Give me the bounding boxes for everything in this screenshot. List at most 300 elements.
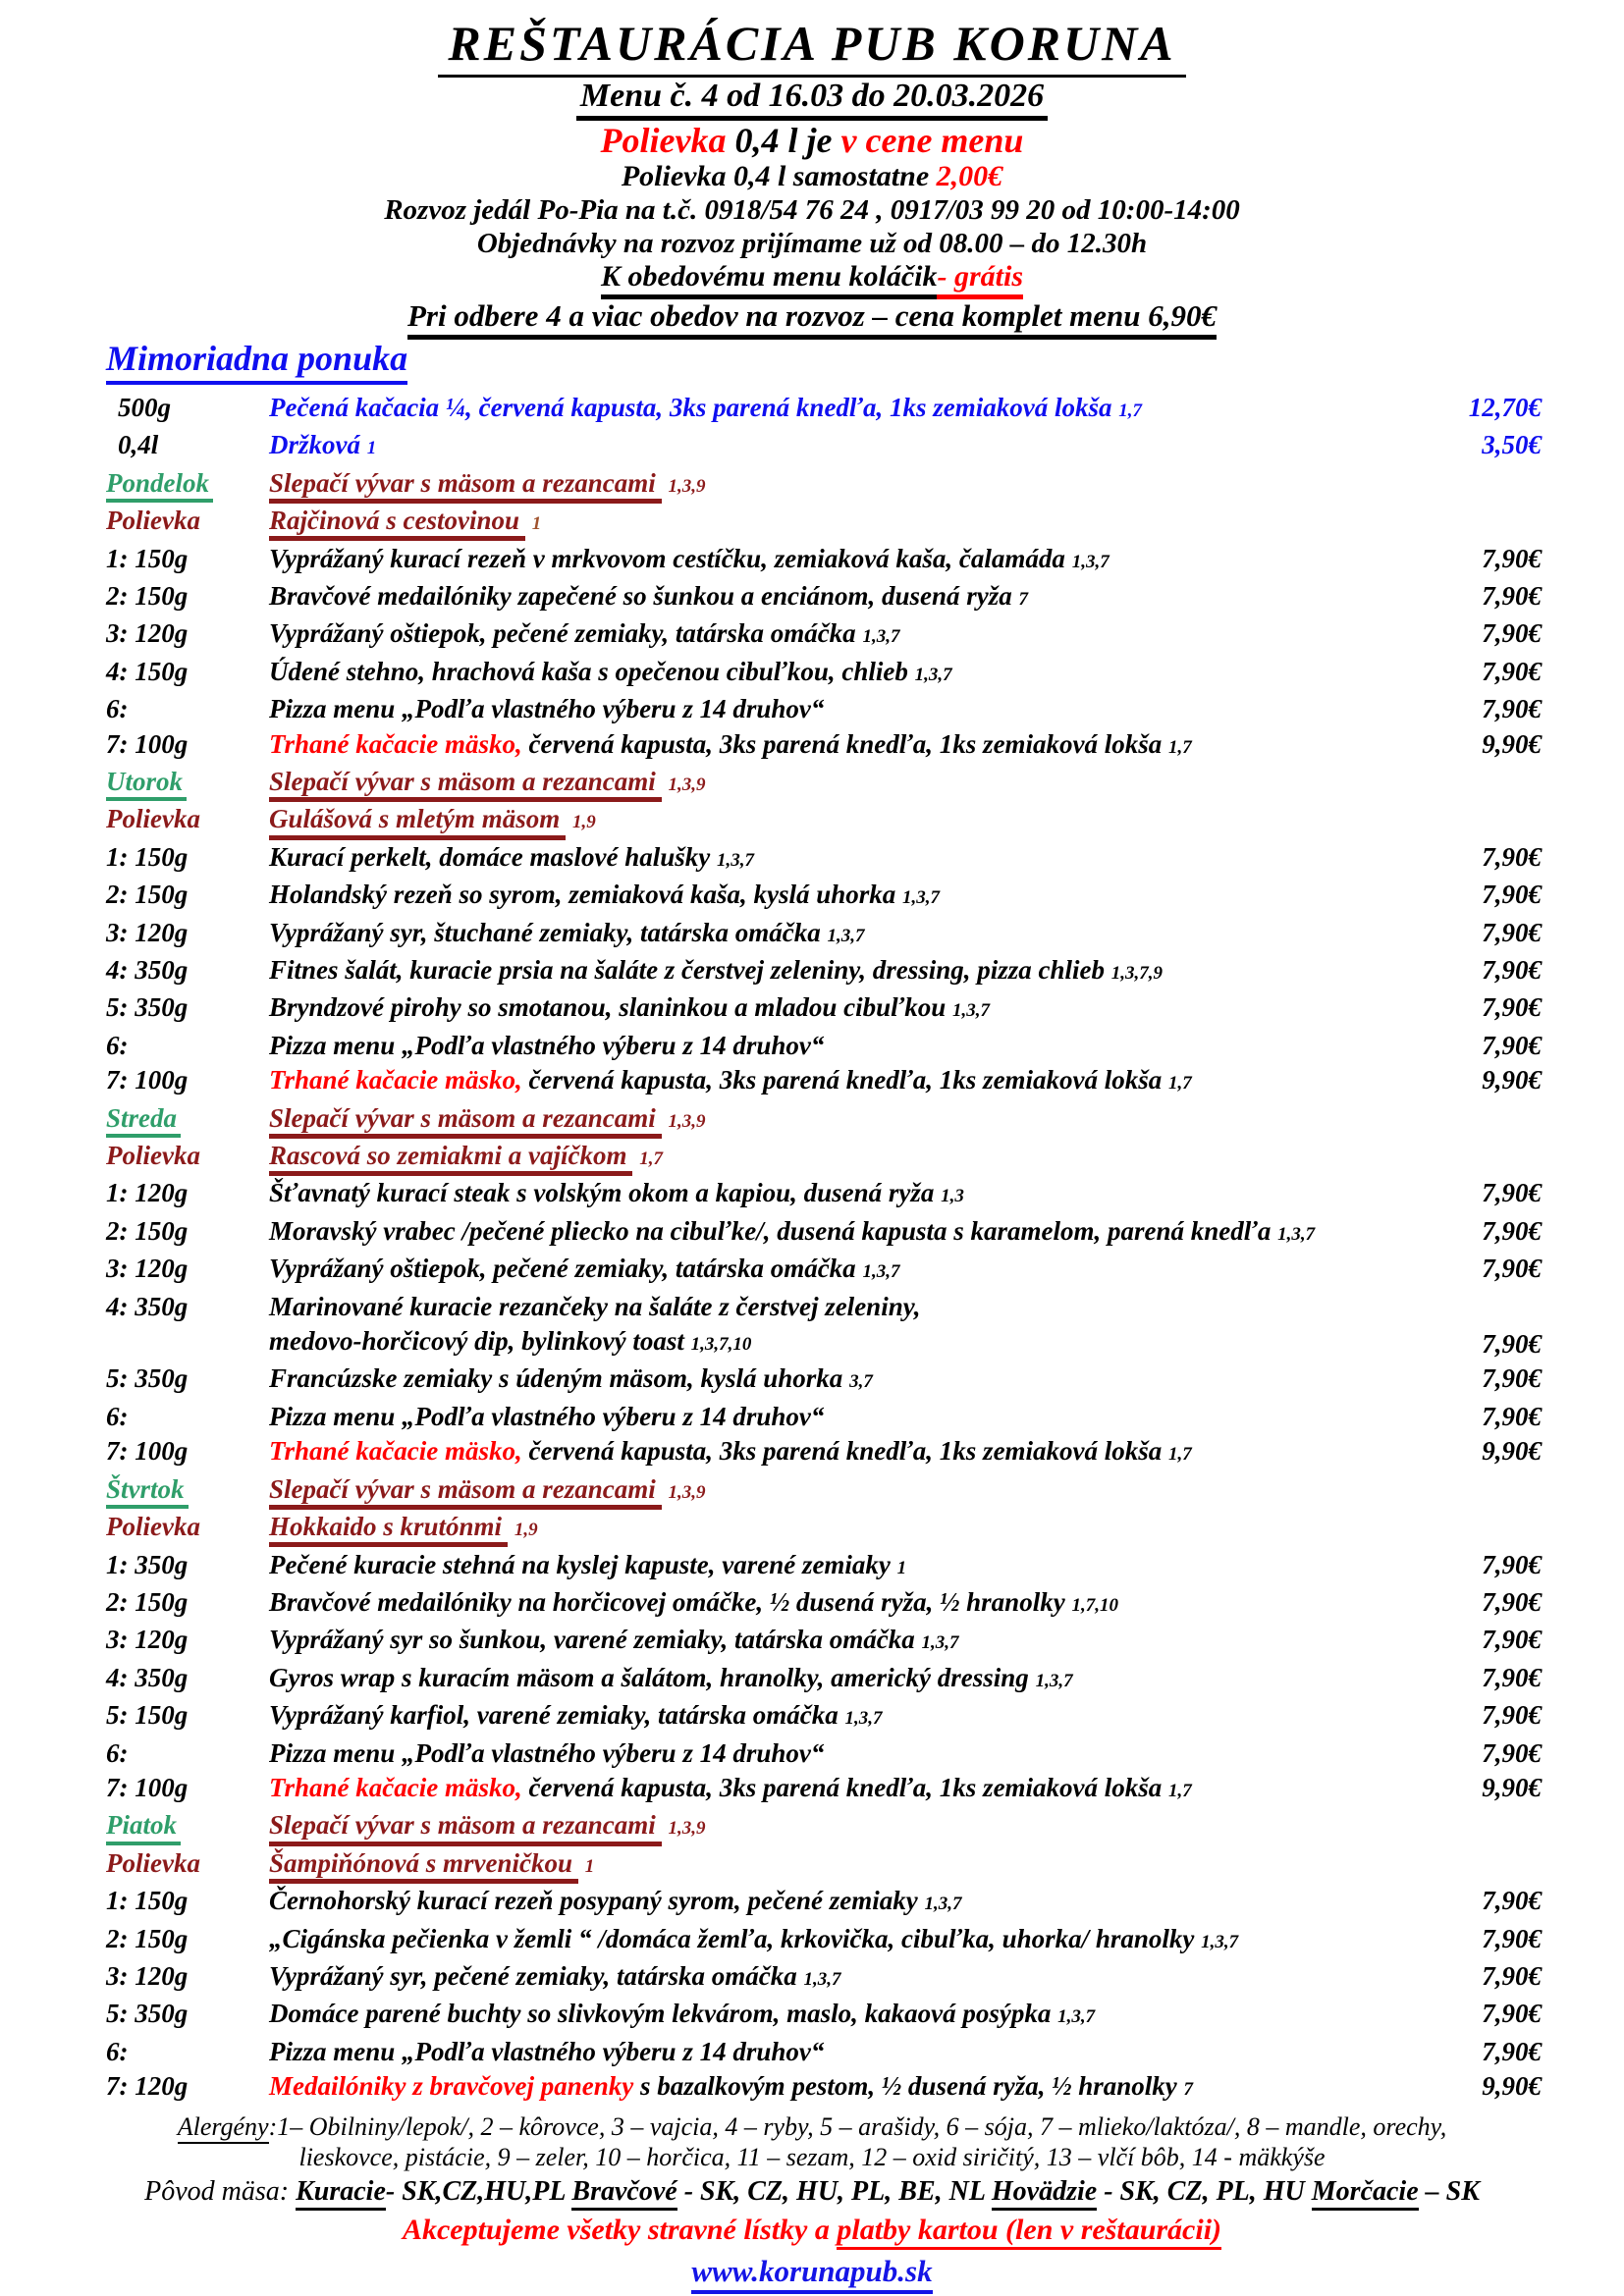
soup-row-label: Polievka (106, 804, 200, 834)
menu-subtitle: Menu č. 4 od 16.03 do 20.03.2026 (576, 78, 1048, 121)
day-section (106, 1472, 1542, 1809)
item-desc (269, 1290, 1418, 1362)
item-allergens: 1,3,7 (716, 849, 754, 871)
special-row (106, 391, 1542, 428)
menu-item-row (106, 953, 1542, 990)
item-desc-line1 (269, 616, 1418, 654)
item-desc (269, 1997, 1418, 2034)
item-price: 9,90€ (1482, 1772, 1542, 1802)
soup-name: Hokkaido s krutónmi (269, 1513, 508, 1547)
item-text: Vyprážaný oštiepok, pečené zemiaky, tatárska omáčka (269, 618, 863, 649)
soup-row-label: Polievka (106, 506, 200, 536)
day-name: Utorok (106, 768, 187, 801)
soup-of-day (269, 1139, 1418, 1176)
item-allergens: 1,3,7 (902, 887, 941, 909)
soup-name: Rajčinová s cestovinou (269, 507, 525, 541)
item-size: 6: (106, 1030, 129, 1060)
item-size: 2: 150g (106, 1215, 189, 1246)
meat-origin-countries: - SK,CZ,HU,PL (385, 2175, 572, 2207)
item-price: 7,90€ (1482, 917, 1542, 947)
item-desc-line1 (269, 1176, 1418, 1213)
item-allergens: 1,3,7 (921, 1632, 959, 1654)
soup-row (106, 1846, 1542, 1884)
soup-alone-price: 2,00€ (936, 160, 1003, 193)
menu-item-row (106, 579, 1542, 616)
menu-footer (39, 2111, 1585, 2291)
item-allergens: 1,3,7 (844, 1708, 883, 1730)
item-allergens: 1,3,7 (951, 1000, 990, 1022)
item-text: Holandský rezeň so syrom, zemiaková kaša, kyslá uhorka (269, 880, 903, 910)
website-link[interactable]: www.korunapub.sk (691, 2254, 932, 2294)
item-desc-line1 (269, 840, 1418, 878)
item-desc (269, 1063, 1418, 1100)
day-section (106, 765, 1542, 1101)
item-price: 9,90€ (1482, 2071, 1542, 2102)
orders-line: Objednávky na rozvoz prijímame už od 08.00 – do 12.30h (476, 228, 1148, 260)
item-desc (269, 878, 1418, 915)
soup-of-day (269, 504, 1418, 541)
item-desc (269, 1434, 1418, 1471)
item-text: Pizza menu „Podľa vlastného výberu z 14 druhov“ (269, 1737, 825, 1768)
meat-origin-name: Hovädzie (992, 2176, 1097, 2211)
item-desc-line1 (269, 1585, 1418, 1623)
item-desc-line1 (269, 2069, 1418, 2107)
menu-item-row (106, 1884, 1542, 1921)
item-desc-line2 (269, 1324, 1418, 1362)
menu-body (106, 391, 1542, 2108)
item-size: 1: 150g (106, 543, 189, 573)
item-desc (269, 1029, 1418, 1063)
item-desc (269, 1252, 1418, 1289)
soup-name: Slepačí vývar s mäsom a rezancami (269, 1104, 662, 1139)
day-section (106, 1808, 1542, 2107)
item-text: Vyprážaný syr, štuchané zemiaky, tatárska omáčka (269, 917, 828, 947)
item-desc (269, 428, 1418, 465)
item-size: 2: 150g (106, 1586, 189, 1617)
item-size: 7: 100g (106, 1436, 189, 1467)
item-allergens: 1,7 (1168, 1780, 1192, 1801)
item-allergens: 1,7 (639, 1148, 663, 1170)
item-size: 4: 350g (106, 955, 189, 986)
item-text: Bravčové medailóniky zapečené so šunkou a enciánom, dusená ryža (269, 580, 1019, 611)
item-desc-line1 (269, 1214, 1418, 1252)
item-desc (269, 692, 1418, 726)
soup-name: Slepačí vývar s mäsom a rezancami (269, 1811, 662, 1845)
item-desc (269, 391, 1418, 428)
menu-item-row (106, 1548, 1542, 1585)
item-price: 7,90€ (1482, 656, 1542, 686)
item-allergens: 1,3,7 (1277, 1223, 1316, 1245)
item-allergens: 1,3,7 (1071, 551, 1110, 572)
item-allergens: 1,3 (941, 1186, 964, 1207)
soup-name: Slepačí vývar s mäsom a rezancami (269, 1475, 662, 1510)
item-price: 7,90€ (1482, 2036, 1542, 2066)
item-size: 2: 150g (106, 1923, 189, 1953)
item-text: Pečená kačacia ¼, červená kapusta, 3ks parená knedľa, 1ks zemiaková lokša (269, 392, 1119, 422)
item-desc-line1 (269, 1290, 1418, 1324)
item-desc-line1 (269, 953, 1418, 990)
item-desc (269, 727, 1418, 765)
item-price: 7,90€ (1482, 880, 1542, 910)
menu-item-row (106, 1252, 1542, 1289)
item-desc-line1 (269, 1252, 1418, 1289)
item-size: 5: 150g (106, 1700, 189, 1731)
item-allergens: 7 (1018, 588, 1028, 610)
soup-of-day (269, 765, 1418, 802)
day-section (106, 1101, 1542, 1472)
item-allergens: 7 (1183, 2079, 1193, 2101)
item-desc-line1 (269, 1922, 1418, 1959)
gratis-text: - grátis (937, 260, 1023, 299)
special-heading: Mimoriadna ponuka (106, 340, 1542, 385)
item-size: 0,4l (118, 430, 159, 460)
item-price: 9,90€ (1482, 1065, 1542, 1095)
item-desc-line1 (269, 1736, 1418, 1771)
day-name-cell (106, 1808, 269, 1844)
item-text: Gyros wrap s kuracím mäsom a šalátom, hranolky, americký dressing (269, 1662, 1036, 1692)
soup-row-label: Polievka (106, 1512, 200, 1542)
item-desc (269, 1214, 1418, 1252)
item-desc (269, 616, 1418, 654)
item-desc-line1 (269, 1661, 1418, 1698)
item-desc (269, 1623, 1418, 1660)
menu-item-row (106, 1623, 1542, 1660)
item-desc (269, 579, 1418, 616)
soup-price-line: Polievka 0,4 l samostatne 2,00€ (621, 160, 1003, 193)
item-desc-line1 (269, 1997, 1418, 2034)
meat-origin-name: Kuracie (296, 2176, 386, 2211)
menu-item-row (106, 1214, 1542, 1252)
menu-item-row (106, 1771, 1542, 1808)
item-text: červená kapusta, 3ks parená knedľa, 1ks zemiaková lokša (521, 1065, 1169, 1095)
item-allergens: 1,3,7 (924, 1894, 962, 1915)
menu-item-row (106, 616, 1542, 654)
item-text: červená kapusta, 3ks parená knedľa, 1ks zemiaková lokša (521, 728, 1169, 759)
item-size: 5: 350g (106, 1363, 189, 1394)
item-text: Pizza menu „Podľa vlastného výberu z 14 druhov“ (269, 1401, 825, 1431)
item-allergens: 1,7 (1168, 736, 1192, 758)
item-desc (269, 1884, 1418, 1921)
item-desc (269, 542, 1418, 579)
item-text: s bazalkovým pestom, ½ dusená ryža, ½ hranolky (633, 2071, 1184, 2102)
menu-item-row (106, 1736, 1542, 1771)
item-desc-line1 (269, 1959, 1418, 1997)
menu-item-row (106, 1434, 1542, 1471)
item-text: Bravčové medailóniky na horčicovej omáčke, ½ dusená ryža, ½ hranolky (269, 1586, 1072, 1617)
day-name: Štvrtok (106, 1475, 189, 1509)
meat-origin-countries: - SK, CZ, PL, HU (1097, 2175, 1312, 2207)
menu-item-row (106, 1661, 1542, 1698)
item-allergens: 1,3,9 (668, 475, 706, 497)
day-name: Pondelok (106, 469, 213, 503)
item-text: Pizza menu „Podľa vlastného výberu z 14 druhov“ (269, 2036, 825, 2066)
day-name: Piatok (106, 1811, 181, 1844)
soup-of-day (269, 802, 1418, 839)
menu-item-row (106, 1063, 1542, 1100)
item-text: Moravský vrabec /pečené pliecko na cibuľke/, dusená kapusta s karamelom, parená knedľa (269, 1215, 1278, 1246)
item-text: Pečené kuracie stehná na kyslej kapuste, varené zemiaky (269, 1549, 897, 1579)
item-desc (269, 1548, 1418, 1585)
menu-item-row (106, 692, 1542, 726)
item-desc (269, 1771, 1418, 1808)
item-desc-line1 (269, 2035, 1418, 2069)
item-allergens: 1,3,7 (862, 1261, 900, 1283)
item-price: 7,90€ (1482, 1999, 1542, 2029)
item-text: medovo-horčicový dip, bylinkový toast (269, 1326, 691, 1357)
item-allergens: 1 (366, 438, 377, 459)
soup-of-day (269, 1101, 1418, 1139)
item-desc (269, 2035, 1418, 2069)
item-text: Vyprážaný syr, pečené zemiaky, tatárska omáčka (269, 1960, 804, 1991)
item-text: Kurací perkelt, domáce maslové halušky (269, 841, 717, 872)
item-size: 2: 150g (106, 880, 189, 910)
item-highlight: Trhané kačacie mäsko, (269, 1436, 522, 1467)
item-text: Domáce parené buchty so slivkovým lekvárom, maslo, kakaová posýpka (269, 1999, 1058, 2029)
item-price: 7,90€ (1482, 1030, 1542, 1060)
item-price: 9,90€ (1482, 1436, 1542, 1467)
item-allergens: 1,7 (1168, 1073, 1192, 1095)
day-name-cell (106, 1101, 269, 1138)
menu-item-row (106, 1922, 1542, 1959)
item-price: 7,90€ (1482, 618, 1542, 649)
item-price: 7,90€ (1482, 1662, 1542, 1692)
delivery-line: Rozvoz jedál Po-Pia na t.č. 0918/54 76 24 , 0917/03 99 20 od 10:00-14:00 (384, 193, 1240, 226)
item-size: 6: (106, 1737, 129, 1768)
item-price: 7,90€ (1482, 841, 1542, 872)
menu-item-row (106, 2035, 1542, 2069)
soup-name: Šampiňónová s mrveničkou (269, 1849, 578, 1884)
day-header-row (106, 765, 1542, 802)
item-text: Údené stehno, hrachová kaša s opečenou cibuľkou, chlieb (269, 656, 915, 686)
item-desc (269, 1959, 1418, 1997)
item-size: 3: 120g (106, 917, 189, 947)
item-size: 5: 350g (106, 992, 189, 1023)
item-allergens: 1,3,9 (668, 1818, 706, 1840)
item-desc (269, 655, 1418, 692)
soup-name: Slepačí vývar s mäsom a rezancami (269, 768, 662, 802)
item-price: 9,90€ (1482, 728, 1542, 759)
item-size: 1: 150g (106, 841, 189, 872)
item-size: 4: 350g (106, 1662, 189, 1692)
item-text: Francúzske zemiaky s údeným mäsom, kyslá uhorka (269, 1363, 850, 1394)
item-highlight: Trhané kačacie mäsko, (269, 1065, 522, 1095)
menu-item-row (106, 1997, 1542, 2034)
day-sections (106, 466, 1542, 2108)
soup-row (106, 1139, 1542, 1176)
item-allergens: 1,3,9 (668, 1110, 706, 1132)
item-price: 7,90€ (1482, 1329, 1542, 1360)
item-desc (269, 990, 1418, 1028)
allergens-note-line1: Alergény:1– Obilniny/lepok/, 2 – kôrovce, 3 – vajcia, 4 – ryby, 5 – arašidy, 6 – sója, 7 – mlieko/laktóza/, 8 – mandle, orechy, (39, 2111, 1585, 2142)
item-price: 7,90€ (1482, 1549, 1542, 1579)
item-desc (269, 1698, 1418, 1735)
item-highlight: Trhané kačacie mäsko, (269, 728, 522, 759)
allergens-label: Alergény (178, 2112, 269, 2144)
menu-item-row (106, 1400, 1542, 1434)
item-size: 500g (118, 392, 171, 422)
menu-item-row (106, 1698, 1542, 1735)
item-allergens: 1,3,9 (668, 1481, 706, 1503)
item-desc (269, 953, 1418, 990)
item-allergens: 1,7 (1168, 1444, 1192, 1466)
item-size: 2: 150g (106, 580, 189, 611)
item-allergens: 1,3,7 (827, 925, 865, 946)
item-allergens: 1,9 (572, 812, 596, 833)
item-desc (269, 1176, 1418, 1213)
item-price: 7,90€ (1482, 1886, 1542, 1916)
item-highlight: Medailóniky z bravčovej panenky (269, 2071, 634, 2102)
item-size: 6: (106, 694, 129, 724)
day-name-cell (106, 1472, 269, 1509)
item-allergens: 1,3,7 (862, 626, 900, 648)
item-price: 7,90€ (1482, 955, 1542, 986)
item-price: 7,90€ (1482, 1215, 1542, 1246)
bulk-offer-line: Pri odbere 4 a viac obedov na rozvoz – cena komplet menu 6,90€ (82, 299, 1542, 340)
menu-header (82, 18, 1542, 340)
item-allergens: 1,7 (1118, 400, 1142, 421)
item-desc-line1 (269, 1400, 1418, 1434)
meat-origin-countries: – SK (1418, 2175, 1480, 2207)
item-allergens: 1,7,10 (1071, 1594, 1118, 1616)
item-size: 7: 100g (106, 1065, 189, 1095)
soup-name: Rascová so zemiakmi a vajíčkom (269, 1142, 632, 1176)
item-desc-line1 (269, 878, 1418, 915)
item-size: 3: 120g (106, 618, 189, 649)
item-highlight: Trhané kačacie mäsko, (269, 1772, 522, 1802)
item-desc (269, 2069, 1418, 2107)
item-allergens: 1 (531, 513, 542, 535)
soup-of-day (269, 1846, 1418, 1884)
item-desc-line1 (269, 1623, 1418, 1660)
item-desc (269, 1922, 1418, 1959)
day-header-row (106, 1808, 1542, 1845)
item-desc-line1 (269, 692, 1418, 726)
menu-item-row (106, 990, 1542, 1028)
item-allergens: 1,3,7 (914, 664, 952, 685)
item-desc (269, 1362, 1418, 1399)
item-allergens: 1,3,7 (803, 1968, 841, 1990)
menu-item-row (106, 2069, 1542, 2107)
item-text: Bryndzové pirohy so smotanou, slaninkou a mladou cibuľkou (269, 992, 952, 1023)
menu-item-row (106, 1176, 1542, 1213)
item-size: 3: 120g (106, 1254, 189, 1284)
meat-origin-name: Bravčové (571, 2176, 677, 2211)
item-price: 7,90€ (1482, 992, 1542, 1023)
item-desc-line1 (269, 1548, 1418, 1585)
item-price: 7,90€ (1482, 1737, 1542, 1768)
item-desc-line1 (269, 1698, 1418, 1735)
item-desc (269, 916, 1418, 953)
day-section (106, 466, 1542, 765)
item-desc-line1 (269, 727, 1418, 765)
item-desc (269, 1736, 1418, 1771)
item-text: Fitnes šalát, kuracie prsia na šaláte z čerstvej zeleniny, dressing, pizza chlieb (269, 955, 1111, 986)
item-desc-line1 (269, 1029, 1418, 1063)
item-price: 7,90€ (1482, 1700, 1542, 1731)
item-size: 3: 120g (106, 1625, 189, 1655)
item-desc-line1 (269, 1884, 1418, 1921)
day-name: Streda (106, 1104, 181, 1138)
item-desc-line1 (269, 655, 1418, 692)
item-desc-line1 (269, 542, 1418, 579)
special-offer-rows (106, 391, 1542, 466)
menu-item-row (106, 1029, 1542, 1063)
item-price: 7,90€ (1482, 1254, 1542, 1284)
soup-row (106, 802, 1542, 839)
meat-origin-countries: - SK, CZ, HU, PL, BE, NL (677, 2175, 992, 2207)
item-text: Vyprážaný syr so šunkou, varené zemiaky, tatárska omáčka (269, 1625, 922, 1655)
soup-included-line: Polievka 0,4 l je v cene menu (600, 120, 1024, 160)
item-price: 7,90€ (1482, 1401, 1542, 1431)
item-text: Vyprážaný karfiol, varené zemiaky, tatárska omáčka (269, 1700, 845, 1731)
menu-item-row (106, 1290, 1542, 1362)
item-allergens: 1,3,7 (1201, 1931, 1239, 1952)
soup-of-day (269, 1510, 1418, 1547)
menu-item-row (106, 1959, 1542, 1997)
menu-item-row (106, 916, 1542, 953)
day-name-cell (106, 466, 269, 503)
soup-row (106, 1510, 1542, 1547)
soup-row (106, 504, 1542, 541)
item-text: Držková (269, 430, 367, 460)
meat-origin-line (39, 2175, 1585, 2209)
item-size: 7: 120g (106, 2071, 189, 2102)
item-price: 3,50€ (1482, 430, 1542, 460)
soup-of-day (269, 466, 1418, 504)
item-price: 7,90€ (1482, 1923, 1542, 1953)
page-title: REŠTAURÁCIA PUB KORUNA (438, 18, 1185, 78)
item-desc-line1 (269, 579, 1418, 616)
soup-of-day (269, 1808, 1418, 1845)
item-size: 5: 350g (106, 1999, 189, 2029)
item-text: „Cigánska pečienka v žemli “ /domáca žemľa, krkovička, cibuľka, uhorka/ hranolky (269, 1923, 1202, 1953)
menu-item-row (106, 878, 1542, 915)
special-row (106, 428, 1542, 465)
item-price: 7,90€ (1482, 1960, 1542, 1991)
item-text: červená kapusta, 3ks parená knedľa, 1ks zemiaková lokša (521, 1436, 1169, 1467)
menu-item-row (106, 1585, 1542, 1623)
item-price: 7,90€ (1482, 580, 1542, 611)
item-price: 7,90€ (1482, 694, 1542, 724)
item-size: 1: 350g (106, 1549, 189, 1579)
item-price: 7,90€ (1482, 1178, 1542, 1208)
item-desc (269, 1585, 1418, 1623)
item-price: 7,90€ (1482, 1625, 1542, 1655)
item-desc-line1 (269, 1771, 1418, 1808)
soup-name: Slepačí vývar s mäsom a rezancami (269, 469, 662, 504)
menu-item-row (106, 655, 1542, 692)
item-text: Pizza menu „Podľa vlastného výberu z 14 druhov“ (269, 694, 825, 724)
item-allergens: 1,3,7 (1035, 1670, 1073, 1691)
item-allergens: 1,3,7,10 (690, 1334, 752, 1356)
item-size: 4: 150g (106, 656, 189, 686)
menu-item-row (106, 542, 1542, 579)
item-size: 6: (106, 2036, 129, 2066)
meat-origin-name: Morčacie (1312, 2176, 1419, 2211)
item-desc-line1 (269, 1434, 1418, 1471)
item-desc (269, 1400, 1418, 1434)
item-size: 1: 150g (106, 1886, 189, 1916)
item-text: Vyprážaný oštiepok, pečené zemiaky, tatárska omáčka (269, 1254, 863, 1284)
meat-origin-label: Pôvod mäsa: (144, 2175, 297, 2207)
item-size: 6: (106, 1401, 129, 1431)
item-size: 4: 350g (106, 1291, 189, 1321)
menu-item-row (106, 840, 1542, 878)
soup-row-label: Polievka (106, 1847, 200, 1878)
menu-item-row (106, 1362, 1542, 1399)
soup-of-day (269, 1472, 1418, 1510)
item-desc-line1 (269, 391, 1418, 428)
